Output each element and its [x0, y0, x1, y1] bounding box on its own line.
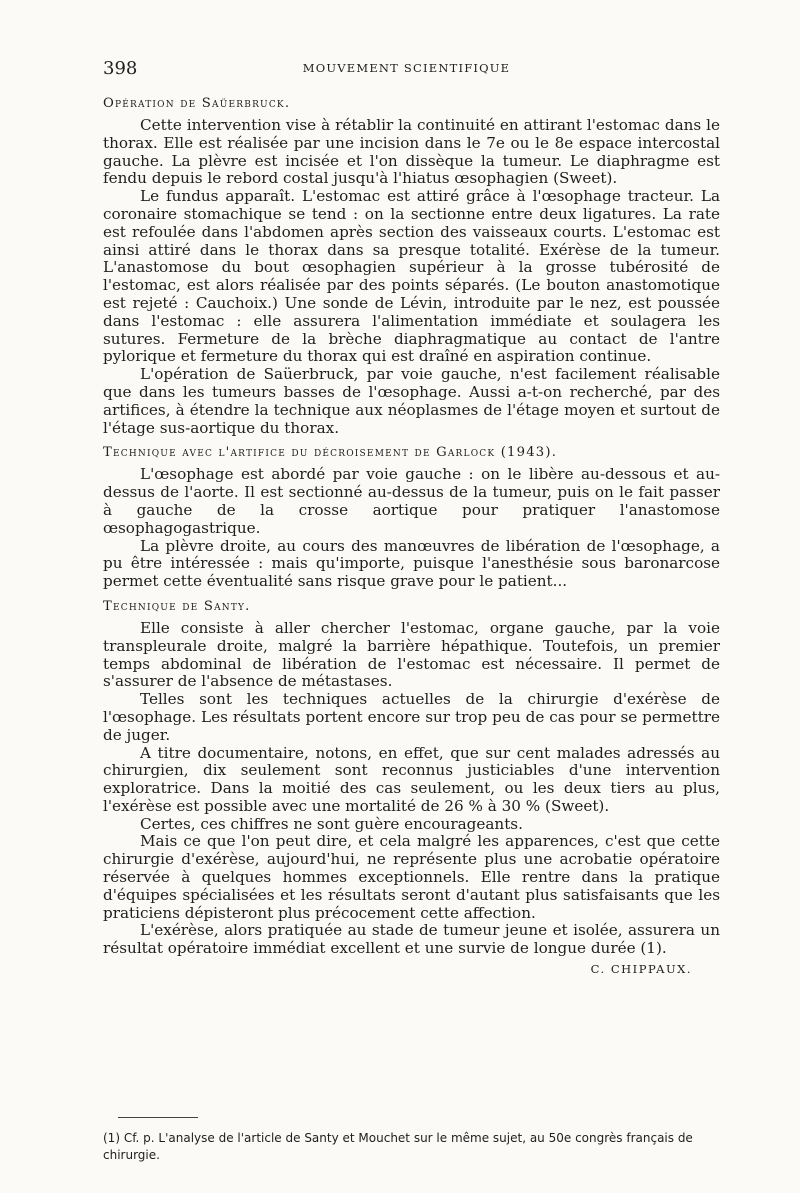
- paragraph: Certes, ces chiffres ne sont guère encourageants.: [140, 814, 523, 833]
- footnote: (1) Cf. p. L'analyse de l'article de Santy et Mouchet sur le même sujet, au 50e congrès français de chirurgie.: [103, 1131, 693, 1162]
- paragraph: L'opération de Saüerbruck, par voie gauche, n'est facilement réalisable que dans les tumeurs basses de l'œsophage. Aussi a-t-on recherché, par des artifices, à étendre la technique aux néoplasmes de l'étage moyen et surtout de l'étage sus-aortique du thorax.: [103, 365, 720, 437]
- paragraph: A titre documentaire, notons, en effet, que sur cent malades adressés au chirurgien, dix seulement sont reconnus justiciables d'une intervention exploratrice. Dans la moitié des cas seulement, ou les deux tiers au plus, l'exérèse est possible avec une mortalité de 26 % à 30 % (Sweet).: [103, 743, 720, 815]
- section-heading-garlock: Technique avec l'artifice du décroisement de Garlock (1943).: [103, 445, 558, 461]
- paragraph: La plèvre droite, au cours des manœuvres de libération de l'œsophage, a pu être intéressée : mais qu'importe, puisque l'anesthésie sous baronarcose permet cette éventualité sans risque grave pour le patient...: [103, 536, 720, 591]
- paragraph: Mais ce que l'on peut dire, et cela malgré les apparences, c'est que cette chirurgie d'exérèse, aujourd'hui, ne représente plus une acrobatie opératoire réservée à quelques hommes exceptionnels. Elle rentre dans la pratique d'équipes spécialisées et les résultats seront d'autant plus satisfaisants que les praticiens dépisteront plus précocement cette affection.: [103, 832, 720, 922]
- author-signature: C. CHIPPAUX.: [590, 962, 692, 977]
- article-body: [103, 95, 720, 976]
- page-header: [103, 58, 710, 80]
- section-heading-sauerbruck: Opération de Saüerbruck.: [103, 96, 291, 111]
- paragraph: Elle consiste à aller chercher l'estomac, organe gauche, par la voie transpleurale droite, malgré la barrière hépathique. Toutefois, un premier temps abdominal de libération de l'estomac est nécessaire. Il permet de s'assurer de l'absence de métastases.: [103, 618, 720, 691]
- paragraph: Telles sont les techniques actuelles de la chirurgie d'exérèse de l'œsophage. Les résultats portent encore sur trop peu de cas pour se permettre de juger.: [103, 690, 720, 744]
- footnote-divider: [118, 1117, 198, 1118]
- running-title: MOUVEMENT SCIENTIFIQUE: [302, 61, 511, 75]
- paragraph: L'œsophage est abordé par voie gauche : on le libère au-dessous et au-dessus de l'aorte. Il est sectionné au-dessus de la tumeur, puis on le fait passer à gauche de la crosse aortique pour pratiquer l'anastomose œsophagogastrique.: [103, 465, 720, 537]
- page-number: 398: [103, 58, 138, 79]
- section-heading-santy: Technique de Santy.: [103, 598, 251, 614]
- paragraph: L'exérèse, alors pratiquée au stade de tumeur jeune et isolée, assurera un résultat opératoire immédiat excellent et une survie de longue durée (1).: [103, 921, 720, 958]
- paragraph: Cette intervention vise à rétablir la continuité en attirant l'estomac dans le thorax. Elle est réalisée par une incision dans le 7e ou le 8e espace intercostal gauche. La plèvre est incisée et l'on dissèque la tumeur. Le diaphragme est fendu depuis le rebord costal jusqu'à l'hiatus œsophagien (Sweet).: [103, 116, 720, 188]
- paragraph: Le fundus apparaît. L'estomac est attiré grâce à l'œsophage tracteur. La coronaire stomachique se tend : on la sectionne entre deux ligatures. La rate est refoulée dans l'abdomen après section des vaisseaux courts. L'estomac est ainsi attiré dans le thorax dans sa presque totalité. Exérèse de la tumeur. L'anastomose du bout œsophagien supérieur à la grosse tubérosité de l'estomac, est alors réalisée par des points séparés. (Le bouton anastomotique est rejeté : Cauchoix.) Une sonde de Lévin, introduite par le nez, est poussée dans l'estomac : elle assurera l'alimentation immédiate et soulagera les sutures. Fermeture de la brèche diaphragmatique au contact de l'antre pylorique et fermeture du thorax qui est draîné en aspiration continue.: [103, 187, 720, 366]
